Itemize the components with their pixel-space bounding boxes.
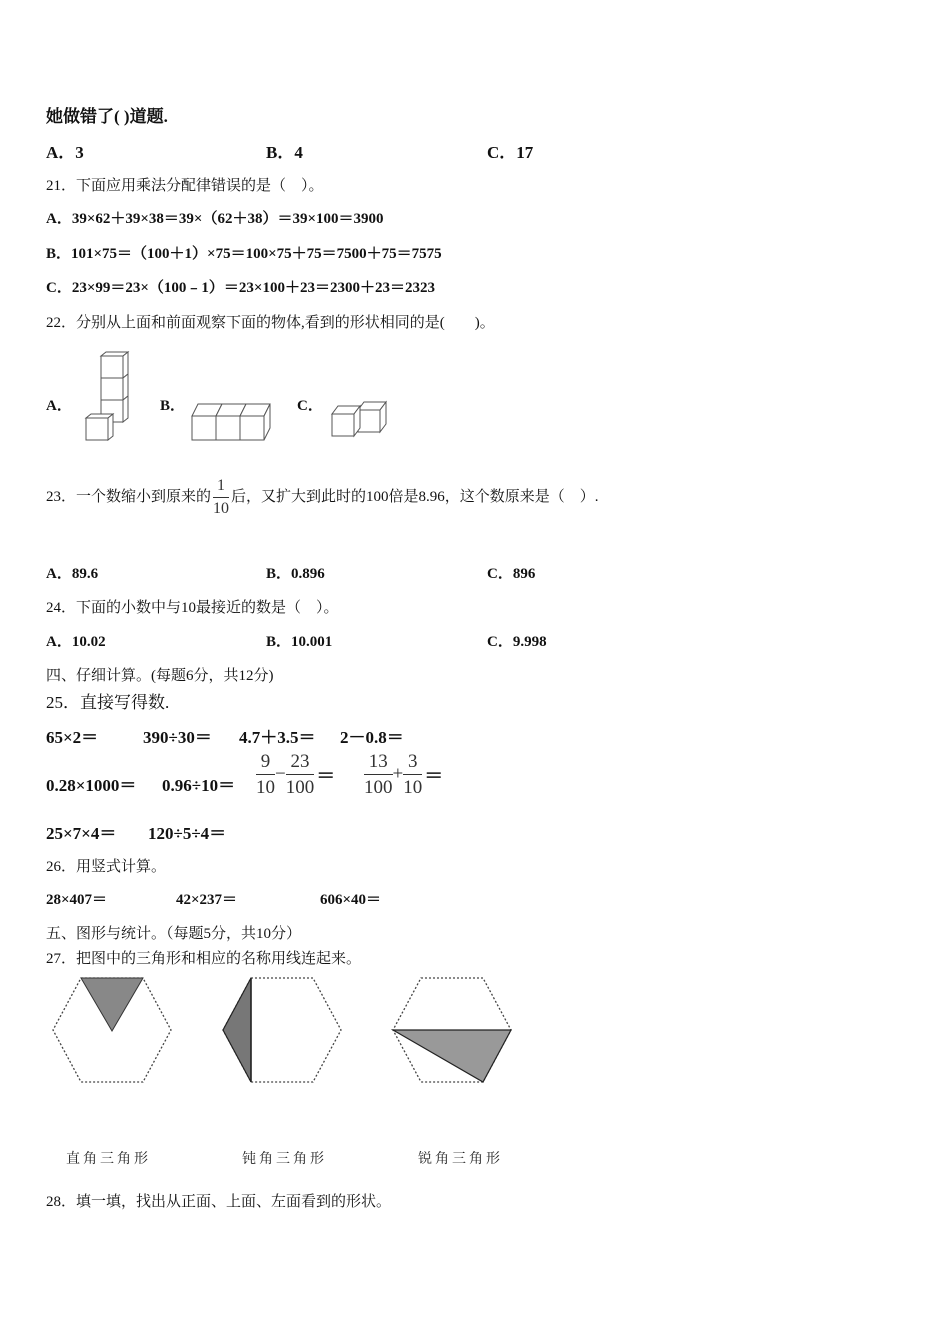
q23-suffix: 后，又扩大到此时的100倍是8.96，这个数原来是（ ）. [231,488,599,505]
q25-frac-3-10 [403,752,422,797]
q25-frac-9-10-num: 9 [256,752,275,775]
hexagon-figure-3 [390,975,514,1085]
q26-item-1: 28×407＝ [46,892,108,908]
q27-name-obtuse-triangle: 钝角三角形 [242,1151,327,1167]
q23-option-a[interactable]: A．89.6 [46,566,99,582]
q25-plus: + [392,763,404,785]
q20-option-a[interactable]: A．3 [46,143,84,162]
q27-name-acute-triangle: 锐角三角形 [418,1151,503,1167]
q25-frac-23-100-num: 23 [286,752,315,775]
q23-fraction-den: 10 [213,500,230,517]
q25-item-5: 0.28×1000＝ [46,776,137,795]
q25-frac-3-10-den: 10 [403,777,423,798]
q22-label-a[interactable]: A． [46,398,72,414]
q25-frac-9-10 [256,752,275,797]
q25-stem: 25．直接写得数. [46,693,170,712]
q25-item-1: 65×2＝ [46,728,99,747]
q26-stem: 26．用竖式计算。 [46,859,167,875]
q28-stem: 28．填一填，找出从正面、上面、左面看到的形状。 [46,1194,392,1210]
q21-option-c[interactable]: C．23×99＝23×（100﹣1）＝23×100＋23＝2300＋23＝2323 [46,280,435,296]
q25-equals-1: ＝ [316,766,336,787]
q25-frac-9-10-den: 10 [256,777,275,798]
q25-frac-23-100-den: 100 [285,777,315,798]
q27-stem: 27．把图中的三角形和相应的名称用线连起来。 [46,951,362,967]
q25-fraction-expr-1 [256,752,335,797]
q23-prefix: 23．一个数缩小到原来的 [46,488,212,505]
q21-option-a[interactable]: A．39×62＋39×38＝39×（62＋38）＝39×100＝3900 [46,211,384,227]
q24-stem: 24．下面的小数中与10最接近的数是（ ）。 [46,600,339,616]
q23-stem [46,478,599,517]
section-5-title: 五、图形与统计。（每题5分，共10分） [46,926,302,942]
q25-minus: − [275,763,286,785]
q23-option-b[interactable]: B．0.896 [266,566,325,582]
q23-fraction [213,478,229,517]
q25-item-6: 0.96÷10＝ [162,776,236,795]
q25-frac-13-100 [364,752,393,797]
q26-item-2: 42×237＝ [176,892,238,908]
q21-option-b[interactable]: B．101×75＝（100＋1）×75＝100×75＋75＝7500＋75＝7575 [46,246,442,262]
q25-fraction-expr-2 [364,752,443,797]
cube-figure-c [328,400,392,440]
q22-label-c[interactable]: C． [297,398,323,414]
q25-item-2: 390÷30＝ [143,728,212,747]
q22-label-b[interactable]: B． [160,398,186,414]
hexagon-figure-1 [50,975,174,1085]
q25-frac-23-100 [286,752,315,797]
q25-item-3: 4.7＋3.5＝ [239,728,316,747]
q24-option-c[interactable]: C．9.998 [487,634,547,650]
q23-option-c[interactable]: C．896 [487,566,536,582]
q21-stem: 21．下面应用乘法分配律错误的是（ ）。 [46,178,324,194]
q24-option-b[interactable]: B．10.001 [266,634,333,650]
q24-option-a[interactable]: A．10.02 [46,634,106,650]
q25-frac-13-100-den: 100 [364,777,393,798]
q27-name-right-triangle: 直角三角形 [66,1151,151,1167]
q20-option-c[interactable]: C．17 [487,143,534,162]
q25-frac-3-10-num: 3 [403,752,422,775]
q25-item-9: 25×7×4＝ [46,824,117,843]
q22-stem: 22．分别从上面和前面观察下面的物体,看到的形状相同的是( )。 [46,315,495,331]
section-4-title: 四、仔细计算。(每题6分，共12分) [46,668,274,684]
hexagon-figure-2 [220,975,344,1085]
q20-tail: 她做错了( )道题. [46,107,168,126]
q25-frac-13-100-num: 13 [364,752,393,775]
q26-item-3: 606×40＝ [320,892,382,908]
q25-equals-2: ＝ [424,766,444,787]
q25-item-4: 2－0.8＝ [340,728,404,747]
cube-figure-a [80,352,140,444]
q25-item-10: 120÷5÷4＝ [148,824,227,843]
q20-option-b[interactable]: B．4 [266,143,303,162]
cube-figure-b [190,402,274,442]
q23-fraction-num: 1 [213,478,229,498]
